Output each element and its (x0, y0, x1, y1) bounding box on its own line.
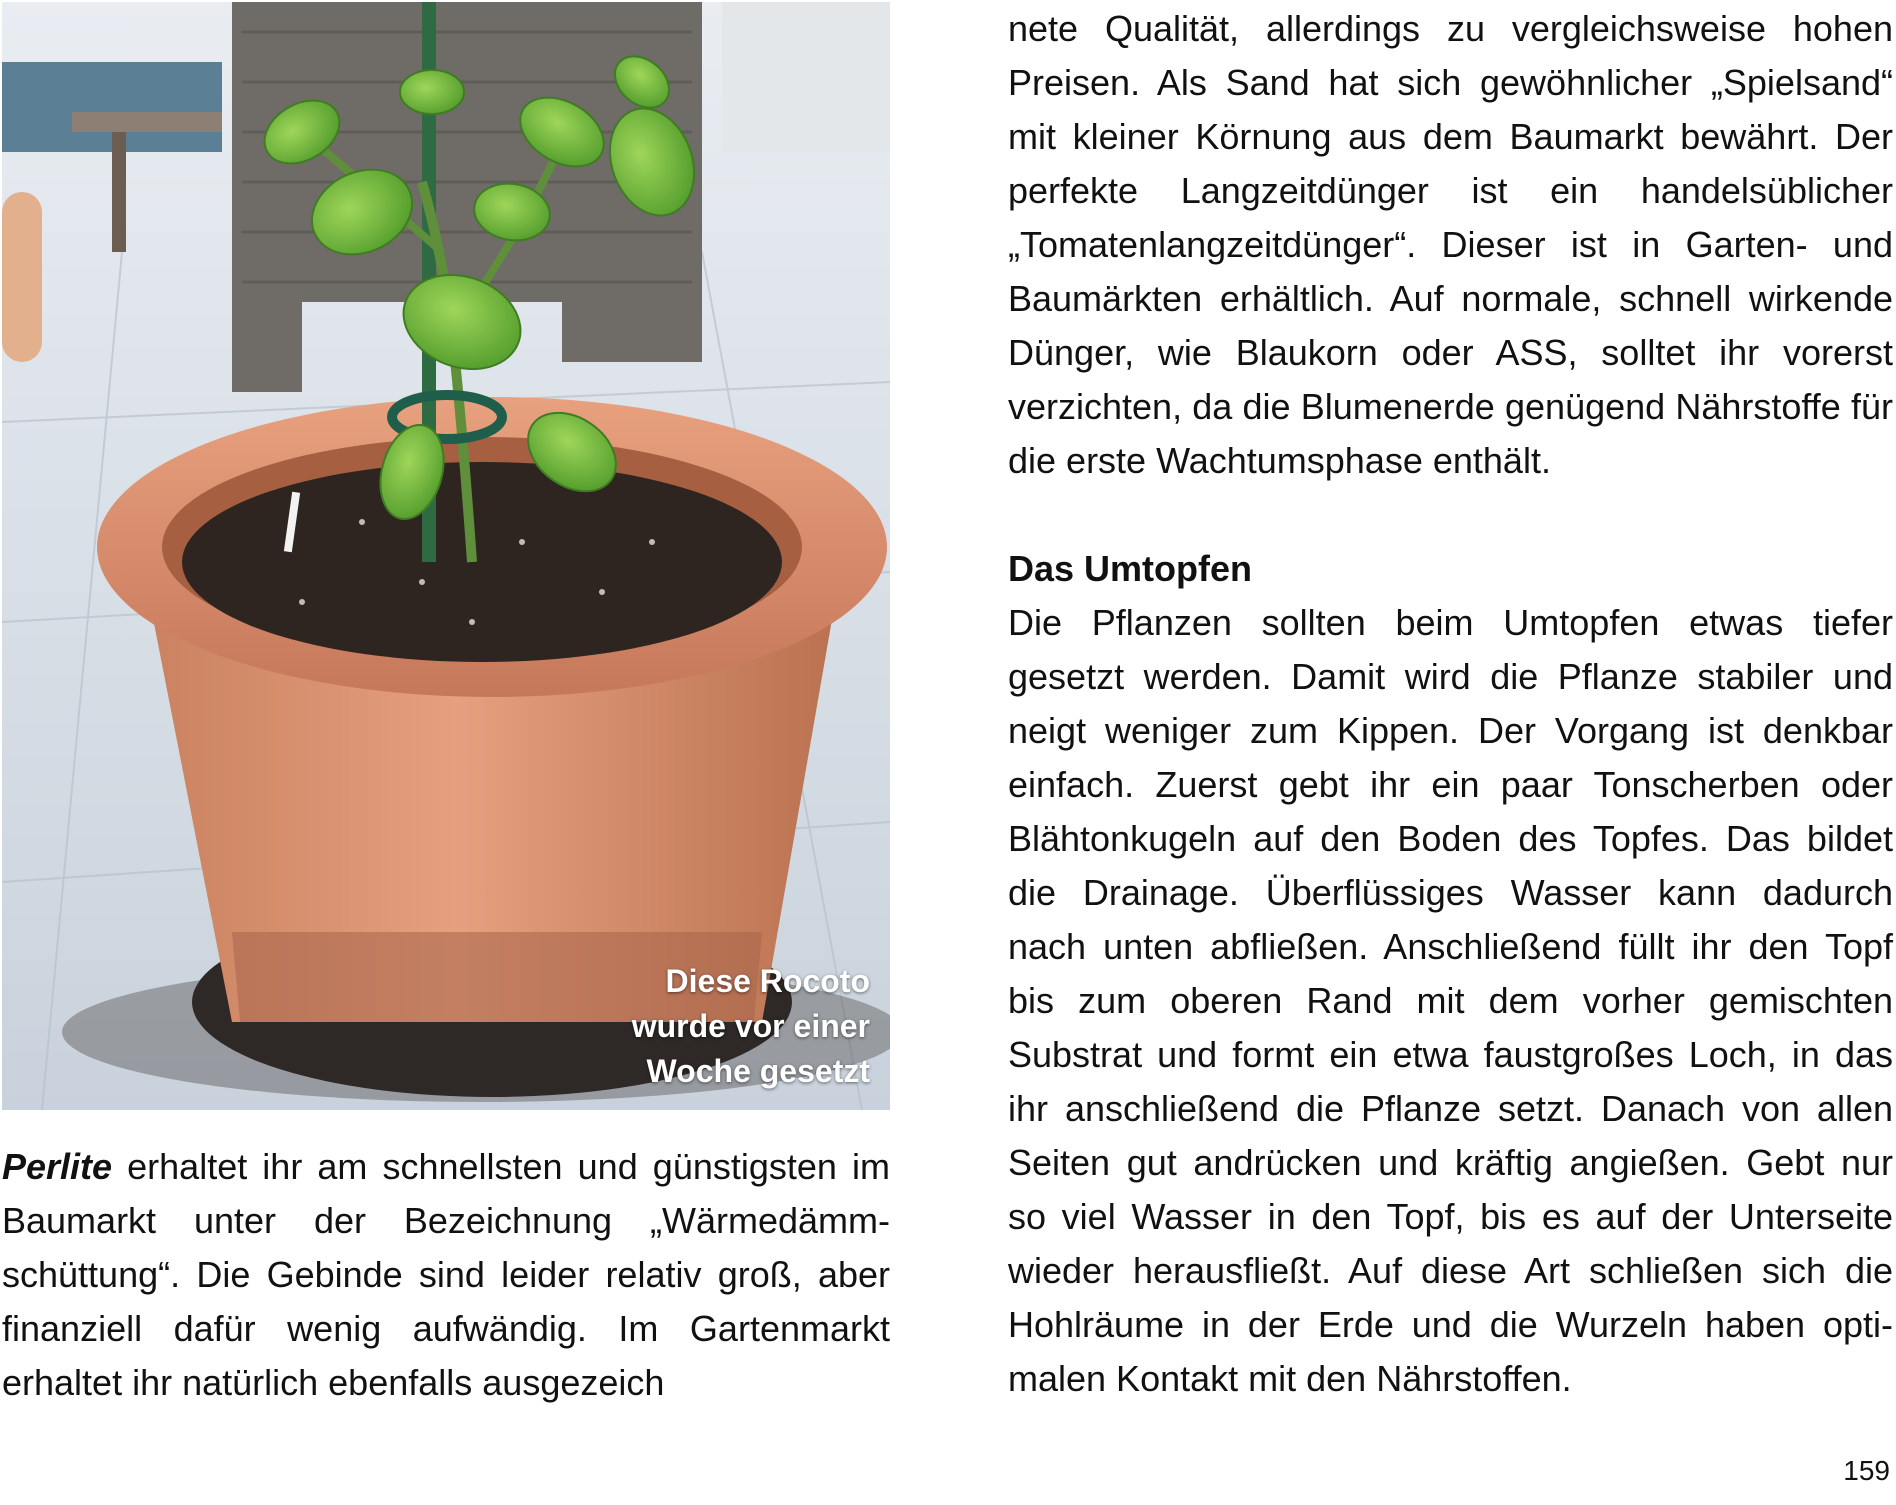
plant-pot-illustration (2, 2, 890, 1110)
left-paragraph (2, 1140, 890, 1410)
left-paragraph-body: erhaltet ihr am schnellsten und günstigsten im Baumarkt unter der Bezeichnung „Wärmedämmschüttung“. Die Gebinde sind leider relativ groß, aber finanziell dafür wenig aufwändig. Im Gartenmarkt erhaltet ihr natürlich ebenfalls ausgezeich (2, 1146, 890, 1403)
page-number: 159 (1843, 1455, 1890, 1486)
rocoto-photo (2, 2, 890, 1110)
section-heading: Das Umtopfen (1008, 548, 1253, 589)
right-text-column (1008, 2, 1893, 1406)
paragraph-spacer (1008, 488, 1893, 542)
left-text-column (2, 1140, 890, 1410)
lead-term: Perlite (2, 1146, 113, 1187)
right-paragraph-1: nete Qualität, allerdings zu vergleichsweise hohen Preisen. Als Sand hat sich gewöhnlicher „Spielsand“ mit kleiner Körnung aus dem Baumarkt bewährt. Der perfekte Langzeitdünger ist ein handelsüblicher „Tomatenlangzeitdünger“. Dieser ist in Garten- und Baumärkten erhältlich. Auf normale, schnell wirkende Dünger, wie Blaukorn oder ASS, solltet ihr vorerst verzichten, da die Blumenerde genügend Nährstoffe für die erste Wachtumsphase enthält. (1008, 8, 1893, 481)
right-paragraph-2: Die Pflanzen sollten beim Umtopfen etwas tiefer gesetzt werden. Damit wird die Pflanze stabiler und neigt weniger zum Kippen. Der Vorgang ist denkbar einfach. Zuerst gebt ihr ein paar Tonscherben oder Blähtonkugeln auf den Boden des Topfes. Das bildet die Drainage. Überflüssiges Wasser kann dadurch nach unten abfließen. Anschließend füllt ihr den Topf bis zum oberen Rand mit dem vorher gemischten Substrat und formt ein etwa faustgroßes Loch, in das ihr anschließend die Pflanze setzt. Danach von allen Seiten gut andrücken und kräftig angießen. Gebt nur so viel Wasser in den Topf, bis es auf der Unterseite wieder herausfließt. Auf diese Art schließen sich die Hohlräume in der Erde und die Wurzeln haben optimalen Kontakt mit den Nährstoffen. (1008, 602, 1893, 1399)
photo-caption: Diese Rocoto wurde vor einer Woche gesetzt (631, 963, 870, 1089)
